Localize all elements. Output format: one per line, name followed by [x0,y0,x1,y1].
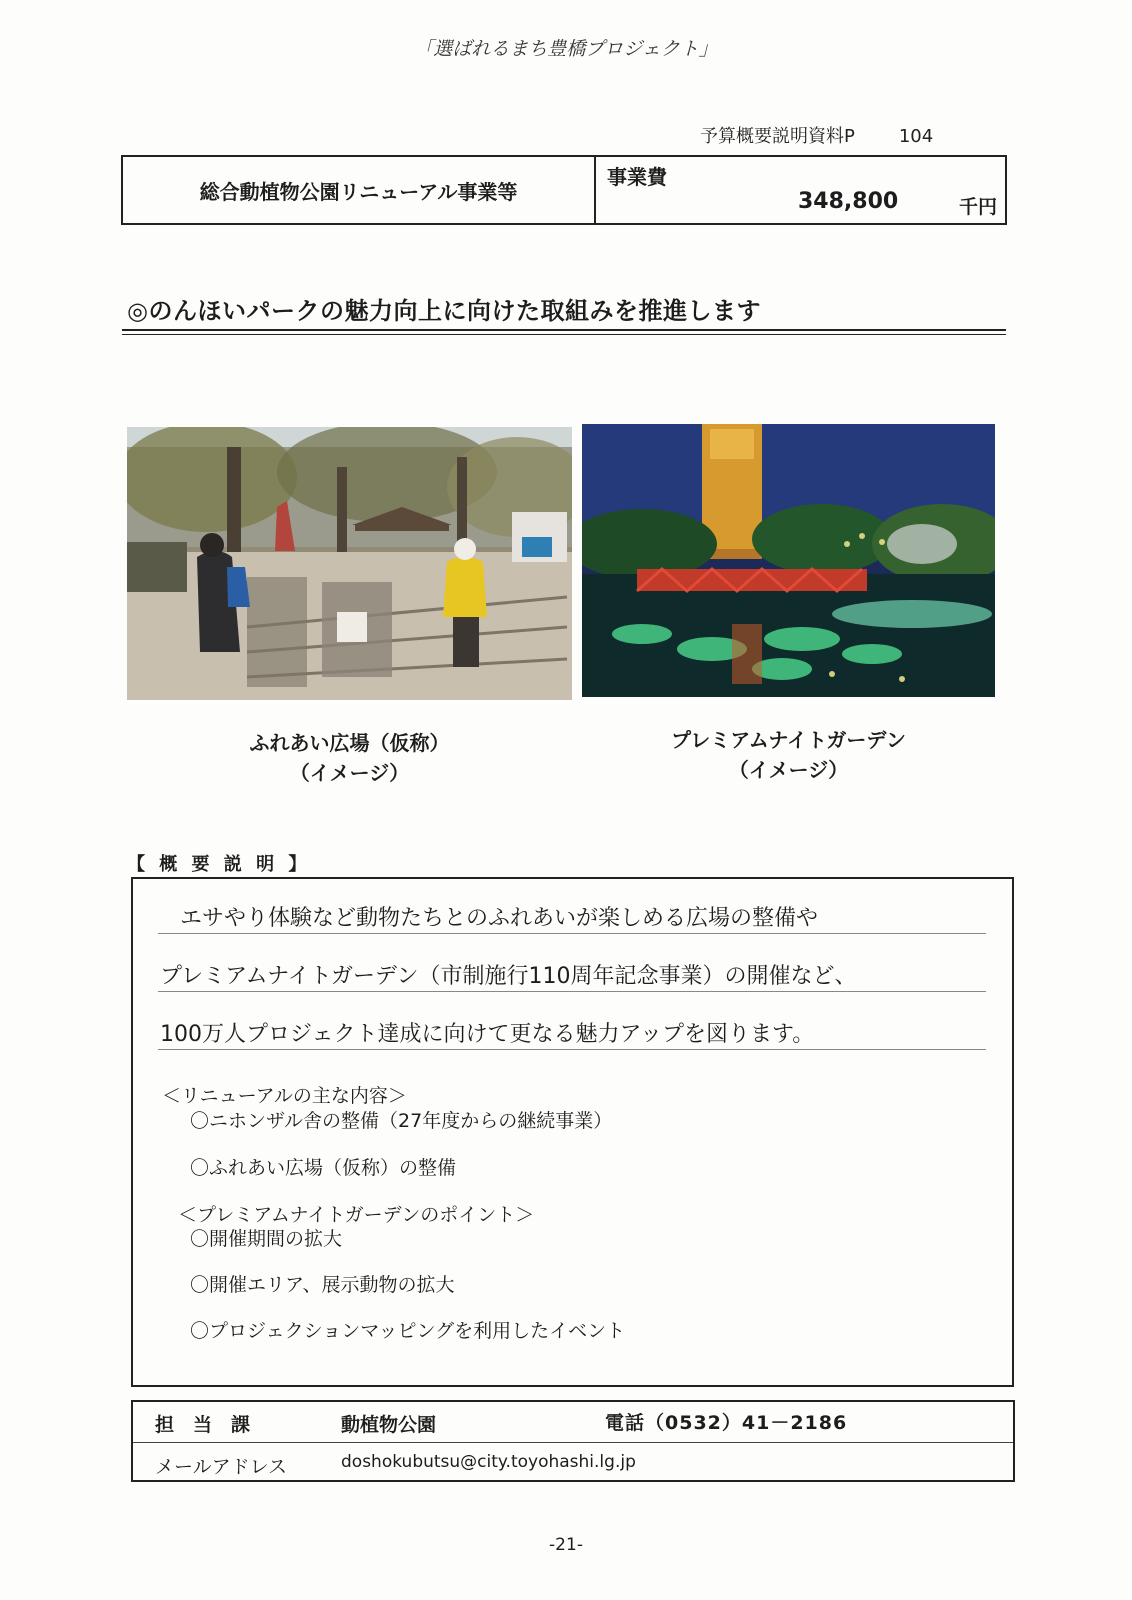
garden-caption-note: （イメージ） [728,758,849,782]
headline-rule-thin [122,334,1006,335]
project-name: 総合動植物公園リニューアル事業等 [123,157,596,223]
budget-ref-page: 104 [898,126,934,147]
page-number: -21- [549,1535,583,1555]
renewal-heading: ＜リニューアルの主な内容＞ [162,1085,407,1107]
email-label: メールアドレス [155,1456,288,1478]
plaza-caption-note: （イメージ） [289,761,410,785]
overview-line-3: 100万人プロジェクト達成に向けて更なる魅力アップを図ります。 [160,1022,815,1047]
garden-item-3: 〇プロジェクションマッピングを利用したイベント [190,1320,626,1342]
cost-amount: 348,800 [798,189,899,214]
contact-divider [133,1442,1013,1443]
contact-phone: 電話（0532）41－2186 [605,1412,848,1434]
overview-line-1: エサやり体験など動物たちとのふれあいが楽しめる広場の整備や [180,906,819,931]
dept-label: 担 当 課 [155,1414,251,1436]
budget-ref-label: 予算概要説明資料P [700,126,855,147]
renewal-item-2: 〇ふれあい広場（仮称）の整備 [190,1157,457,1179]
dept-name: 動植物公園 [341,1414,437,1436]
budget-reference [700,122,933,148]
headline: ◎のんほいパークの魅力向上に向けた取組みを推進します [127,297,761,325]
cost-unit: 千円 [959,196,998,218]
overview-label: 【 概 要 説 明 】 [127,854,311,875]
project-title: 「選ばれるまち豊橋プロジェクト」 [414,38,718,60]
night-garden-photo [582,424,995,697]
plaza-photo [127,427,572,700]
overview-underline-1 [158,933,986,934]
renewal-item-1: 〇ニホンザル舎の整備（27年度からの継続事業） [190,1110,613,1132]
overview-line-2: プレミアムナイトガーデン（市制施行110周年記念事業）の開催など、 [160,964,857,989]
contact-box [131,1400,1015,1482]
plaza-caption-title: ふれあい広場（仮称） [249,731,450,755]
garden-heading: ＜プレミアムナイトガーデンのポイント＞ [178,1204,535,1226]
photo-caption-plaza [127,728,572,788]
garden-item-1: 〇開催期間の拡大 [190,1228,343,1250]
project-summary-box [121,155,1007,225]
overview-underline-3 [158,1049,986,1050]
garden-item-2: 〇開催エリア、展示動物の拡大 [190,1274,455,1296]
headline-rule [122,329,1006,331]
garden-caption-title: プレミアムナイトガーデン [671,728,906,752]
contact-email[interactable]: doshokubutsu@city.toyohashi.lg.jp [341,1452,636,1472]
cost-label: 事業費 [607,165,667,189]
photo-caption-night-garden [582,725,995,785]
overview-underline-2 [158,991,986,992]
